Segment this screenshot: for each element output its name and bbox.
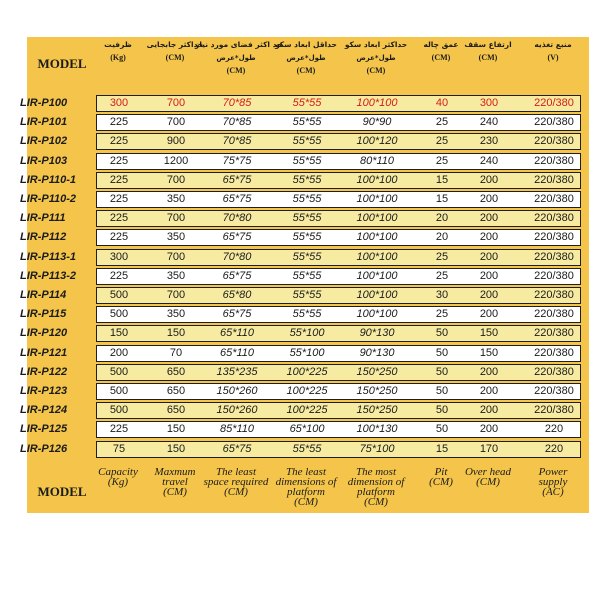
cell-least_platform: 55*55 xyxy=(292,135,322,148)
model-name: LIR-P112 xyxy=(20,231,67,244)
cell-least_platform: 55*55 xyxy=(292,231,322,244)
cell-least_platform: 55*55 xyxy=(292,269,322,282)
cell-power: 220 xyxy=(544,442,564,455)
footer-line: The least xyxy=(215,466,257,478)
table-row xyxy=(96,421,581,438)
cell-least_platform: 55*55 xyxy=(292,308,322,321)
table-row xyxy=(96,133,581,150)
cell-capacity: 225 xyxy=(109,231,129,244)
cell-travel: 350 xyxy=(166,231,186,244)
cell-overhead: 200 xyxy=(479,289,499,301)
model-name: LIR-P101 xyxy=(20,116,68,129)
header-power xyxy=(518,40,588,63)
footer-line: platform xyxy=(357,486,395,498)
header-most_platform xyxy=(340,40,412,76)
cell-least_space: 65*80 xyxy=(222,289,252,301)
header-fa: عمق چاله xyxy=(423,40,459,49)
cell-travel: 150 xyxy=(166,442,186,455)
cell-overhead: 240 xyxy=(479,116,499,129)
header-fa: ظرفیت xyxy=(104,40,132,49)
footer-line: The least xyxy=(285,466,327,478)
cell-travel: 70 xyxy=(169,346,183,359)
cell-capacity: 150 xyxy=(109,327,129,340)
table-row xyxy=(96,210,581,227)
model-name: LIR-P100 xyxy=(20,97,68,109)
table-row xyxy=(96,325,581,342)
footer-line: (CM) xyxy=(224,486,248,498)
cell-least_platform: 55*100 xyxy=(289,327,325,340)
cell-power: 220/380 xyxy=(534,327,574,340)
cell-capacity: 225 xyxy=(109,135,129,148)
header-fa-sub: طول*عرض xyxy=(356,54,396,62)
table-row xyxy=(96,441,581,458)
cell-power: 220/380 xyxy=(534,135,574,148)
cell-overhead: 170 xyxy=(479,442,499,455)
cell-overhead: 200 xyxy=(479,404,499,417)
cell-pit: 50 xyxy=(435,423,449,436)
cell-capacity: 225 xyxy=(109,173,129,186)
cell-least_space: 85*110 xyxy=(219,423,255,436)
cell-pit: 50 xyxy=(435,385,449,397)
cell-least_platform: 55*55 xyxy=(292,116,322,129)
footer-overhead xyxy=(455,467,521,487)
cell-most_platform: 90*130 xyxy=(359,327,395,340)
cell-least_platform: 100*225 xyxy=(286,365,328,378)
model-name: LIR-P111 xyxy=(20,212,66,225)
cell-least_platform: 55*55 xyxy=(292,212,322,225)
cell-overhead: 200 xyxy=(479,269,499,282)
cell-most_platform: 150*250 xyxy=(356,365,398,378)
cell-least_space: 150*260 xyxy=(216,404,258,417)
cell-travel: 700 xyxy=(166,289,186,301)
footer-line: Maxmum xyxy=(154,466,196,478)
cell-capacity: 225 xyxy=(109,116,129,129)
cell-capacity: 75 xyxy=(112,442,126,455)
cell-least_platform: 65*100 xyxy=(289,423,325,436)
header-unit: (Kg) xyxy=(110,53,126,62)
cell-most_platform: 100*100 xyxy=(356,289,398,301)
header-least_platform xyxy=(271,40,341,76)
cell-capacity: 300 xyxy=(109,250,129,263)
footer-line: Power xyxy=(538,466,568,478)
cell-least_space: 65*110 xyxy=(219,327,255,340)
cell-overhead: 200 xyxy=(479,385,499,397)
footer-line: (CM) xyxy=(364,496,388,508)
cell-most_platform: 100*100 xyxy=(356,173,398,186)
footer-line: space required xyxy=(203,476,269,488)
cell-power: 220/380 xyxy=(534,193,574,205)
cell-least_platform: 100*225 xyxy=(286,404,328,417)
cell-most_platform: 100*100 xyxy=(356,250,398,263)
table-row xyxy=(96,249,581,266)
cell-travel: 350 xyxy=(166,269,186,282)
model-name: LIR-P125 xyxy=(20,423,68,436)
cell-travel: 700 xyxy=(166,212,186,225)
cell-least_space: 70*80 xyxy=(222,250,252,263)
footer-line: Capacity xyxy=(98,466,138,478)
cell-power: 220/380 xyxy=(534,308,574,321)
footer-line: travel xyxy=(162,476,188,488)
footer-line: (Kg) xyxy=(107,476,129,488)
cell-least_space: 65*75 xyxy=(222,308,252,321)
cell-overhead: 200 xyxy=(479,423,499,436)
cell-least_platform: 55*55 xyxy=(292,442,322,455)
header-unit: (CM) xyxy=(366,66,386,75)
cell-travel: 350 xyxy=(166,308,186,321)
cell-capacity: 500 xyxy=(109,365,129,378)
model-name: LIR-P123 xyxy=(20,385,68,397)
model-header-top: MODEL xyxy=(37,56,87,71)
header-least_space xyxy=(195,40,283,76)
cell-overhead: 200 xyxy=(479,365,499,378)
cell-capacity: 300 xyxy=(109,97,129,109)
cell-most_platform: 75*100 xyxy=(359,442,395,455)
footer-line: platform xyxy=(287,486,325,498)
header-unit: (CM) xyxy=(431,53,451,62)
cell-pit: 25 xyxy=(435,135,449,148)
footer-least_platform xyxy=(267,467,345,507)
cell-overhead: 240 xyxy=(479,154,499,167)
table-row xyxy=(96,191,581,208)
cell-pit: 25 xyxy=(435,269,449,282)
cell-least_space: 65*75 xyxy=(222,193,252,205)
cell-travel: 650 xyxy=(166,365,186,378)
cell-least_space: 65*75 xyxy=(222,442,252,455)
model-name: LIR-P110-1 xyxy=(20,173,77,186)
model-name: LIR-P110-2 xyxy=(20,193,77,205)
model-name: LIR-P113-2 xyxy=(20,269,77,282)
cell-travel: 700 xyxy=(166,97,186,109)
cell-capacity: 225 xyxy=(109,423,129,436)
cell-least_space: 65*75 xyxy=(222,173,252,186)
cell-travel: 650 xyxy=(166,404,186,417)
table-row xyxy=(96,153,581,170)
model-name: LIR-P103 xyxy=(20,154,68,167)
model-name: LIR-P102 xyxy=(20,135,68,148)
cell-power: 220/380 xyxy=(534,385,574,397)
cell-most_platform: 100*100 xyxy=(356,212,398,225)
cell-overhead: 200 xyxy=(479,308,499,321)
footer-line: (CM) xyxy=(476,476,500,488)
cell-power: 220 xyxy=(544,423,564,436)
footer-line: dimension of xyxy=(347,476,405,488)
model-header-bottom: MODEL xyxy=(37,484,87,499)
model-name: LIR-P122 xyxy=(20,365,68,378)
cell-pit: 40 xyxy=(435,97,449,109)
cell-most_platform: 90*130 xyxy=(359,346,395,359)
cell-pit: 20 xyxy=(435,212,449,225)
model-name: LIR-P114 xyxy=(20,289,67,301)
header-capacity xyxy=(90,40,146,63)
cell-travel: 350 xyxy=(166,193,186,205)
table-row xyxy=(96,306,581,323)
cell-power: 220/380 xyxy=(534,250,574,263)
cell-most_platform: 100*100 xyxy=(356,97,398,109)
cell-overhead: 150 xyxy=(479,346,499,359)
cell-overhead: 200 xyxy=(479,173,499,186)
cell-capacity: 500 xyxy=(109,385,129,397)
cell-power: 220/380 xyxy=(534,365,574,378)
header-unit: (CM) xyxy=(478,53,498,62)
cell-least_platform: 55*55 xyxy=(292,250,322,263)
cell-pit: 15 xyxy=(435,173,449,186)
cell-least_space: 70*85 xyxy=(222,116,252,129)
cell-least_platform: 55*55 xyxy=(292,154,322,167)
model-name: LIR-P115 xyxy=(20,308,67,321)
header-fa-sub: طول*عرض xyxy=(216,54,256,62)
model-name: LIR-P113-1 xyxy=(20,250,77,263)
cell-most_platform: 100*100 xyxy=(356,308,398,321)
cell-most_platform: 100*100 xyxy=(356,193,398,205)
cell-power: 220/380 xyxy=(534,269,574,282)
footer-line: (CM) xyxy=(429,476,453,488)
cell-travel: 150 xyxy=(166,327,186,340)
cell-travel: 900 xyxy=(166,135,186,148)
table-row xyxy=(96,229,581,246)
header-fa: منبع تغذیه xyxy=(534,40,572,49)
cell-pit: 50 xyxy=(435,404,449,417)
footer-line: Over head xyxy=(464,466,512,478)
model-name: LIR-P120 xyxy=(20,327,68,340)
cell-overhead: 200 xyxy=(479,231,499,244)
cell-pit: 25 xyxy=(435,116,449,129)
cell-capacity: 500 xyxy=(109,289,129,301)
cell-least_space: 70*85 xyxy=(222,135,252,148)
cell-most_platform: 80*110 xyxy=(359,154,395,167)
footer-line: (CM) xyxy=(163,486,187,498)
footer-power xyxy=(514,467,592,497)
cell-least_space: 65*110 xyxy=(219,346,255,359)
cell-power: 220/380 xyxy=(534,173,574,186)
cell-most_platform: 100*120 xyxy=(356,135,398,148)
cell-pit: 50 xyxy=(435,327,449,340)
cell-pit: 20 xyxy=(435,231,449,244)
cell-overhead: 230 xyxy=(479,135,499,148)
cell-most_platform: 100*100 xyxy=(356,231,398,244)
cell-overhead: 300 xyxy=(479,97,499,109)
cell-power: 220/380 xyxy=(534,231,574,244)
header-fa: حداکثر جابجایی xyxy=(146,40,204,49)
cell-capacity: 225 xyxy=(109,193,129,205)
model-name: LIR-P121 xyxy=(20,346,68,359)
cell-overhead: 150 xyxy=(479,327,499,340)
cell-power: 220/380 xyxy=(534,154,574,167)
header-unit: (V) xyxy=(547,53,559,62)
table-row xyxy=(96,95,581,112)
cell-least_platform: 55*55 xyxy=(292,173,322,186)
header-fa: حداکثر ابعاد سکو xyxy=(344,40,408,49)
cell-most_platform: 100*130 xyxy=(356,423,398,436)
cell-travel: 700 xyxy=(166,116,186,129)
cell-least_platform: 100*225 xyxy=(286,385,328,397)
header-overhead xyxy=(459,40,517,63)
model-name: LIR-P124 xyxy=(20,404,68,417)
cell-least_platform: 55*55 xyxy=(292,193,322,205)
footer-line: (AC) xyxy=(542,486,564,498)
cell-travel: 700 xyxy=(166,173,186,186)
header-fa: حداقل ابعاد سکو xyxy=(275,40,337,49)
cell-capacity: 225 xyxy=(109,212,129,225)
cell-travel: 650 xyxy=(166,385,186,397)
header-unit: (CM) xyxy=(226,66,246,75)
cell-power: 220/380 xyxy=(534,116,574,129)
cell-most_platform: 150*250 xyxy=(356,404,398,417)
cell-power: 220/380 xyxy=(534,346,574,359)
footer-most_platform xyxy=(336,467,416,507)
cell-pit: 15 xyxy=(435,442,449,455)
cell-most_platform: 150*250 xyxy=(356,385,398,397)
table-row xyxy=(96,172,581,189)
cell-least_space: 65*75 xyxy=(222,231,252,244)
cell-least_space: 75*75 xyxy=(222,154,252,167)
cell-pit: 25 xyxy=(435,154,449,167)
header-fa: ارتفاع سقف xyxy=(464,40,512,49)
cell-least_platform: 55*100 xyxy=(289,346,325,359)
cell-pit: 50 xyxy=(435,365,449,378)
cell-travel: 150 xyxy=(166,423,186,436)
footer-line: dimensions of xyxy=(275,476,337,488)
cell-travel: 700 xyxy=(166,250,186,263)
header-unit: (CM) xyxy=(296,66,316,75)
table-row xyxy=(96,114,581,131)
cell-overhead: 200 xyxy=(479,212,499,225)
cell-most_platform: 100*100 xyxy=(356,269,398,282)
table-row xyxy=(96,364,581,381)
footer-line: Pit xyxy=(434,466,448,478)
footer-line: (CM) xyxy=(294,496,318,508)
cell-pit: 25 xyxy=(435,250,449,263)
table-row xyxy=(96,383,581,400)
model-name: LIR-P126 xyxy=(20,442,68,455)
cell-least_space: 65*75 xyxy=(222,269,252,282)
cell-least_space: 70*85 xyxy=(222,97,252,109)
cell-capacity: 225 xyxy=(109,154,129,167)
footer-line: The most xyxy=(355,466,397,478)
cell-overhead: 200 xyxy=(479,193,499,205)
cell-least_space: 70*80 xyxy=(222,212,252,225)
header-unit: (CM) xyxy=(165,53,185,62)
table-row xyxy=(96,268,581,285)
cell-overhead: 200 xyxy=(479,250,499,263)
cell-capacity: 500 xyxy=(109,308,129,321)
footer-line: supply xyxy=(538,476,568,488)
cell-pit: 25 xyxy=(435,308,449,321)
cell-power: 220/380 xyxy=(534,97,574,109)
cell-power: 220/380 xyxy=(534,289,574,301)
cell-least_space: 150*260 xyxy=(216,385,258,397)
cell-power: 220/380 xyxy=(534,212,574,225)
cell-least_space: 135*235 xyxy=(216,365,258,378)
cell-capacity: 500 xyxy=(109,404,129,417)
cell-capacity: 200 xyxy=(109,346,129,359)
cell-pit: 50 xyxy=(435,346,449,359)
cell-least_platform: 55*55 xyxy=(292,289,322,301)
cell-pit: 30 xyxy=(435,289,449,301)
cell-capacity: 225 xyxy=(109,269,129,282)
cell-power: 220/380 xyxy=(534,404,574,417)
header-fa: حد اکثر فضای مورد نیاز xyxy=(195,40,283,49)
table-row xyxy=(96,345,581,362)
table-row xyxy=(96,287,581,304)
table-row xyxy=(96,402,581,419)
footer-capacity xyxy=(86,467,150,487)
cell-most_platform: 90*90 xyxy=(362,116,392,129)
cell-least_platform: 55*55 xyxy=(292,97,322,109)
cell-travel: 1200 xyxy=(163,154,189,167)
header-fa-sub: طول*عرض xyxy=(286,54,326,62)
cell-pit: 15 xyxy=(435,193,449,205)
